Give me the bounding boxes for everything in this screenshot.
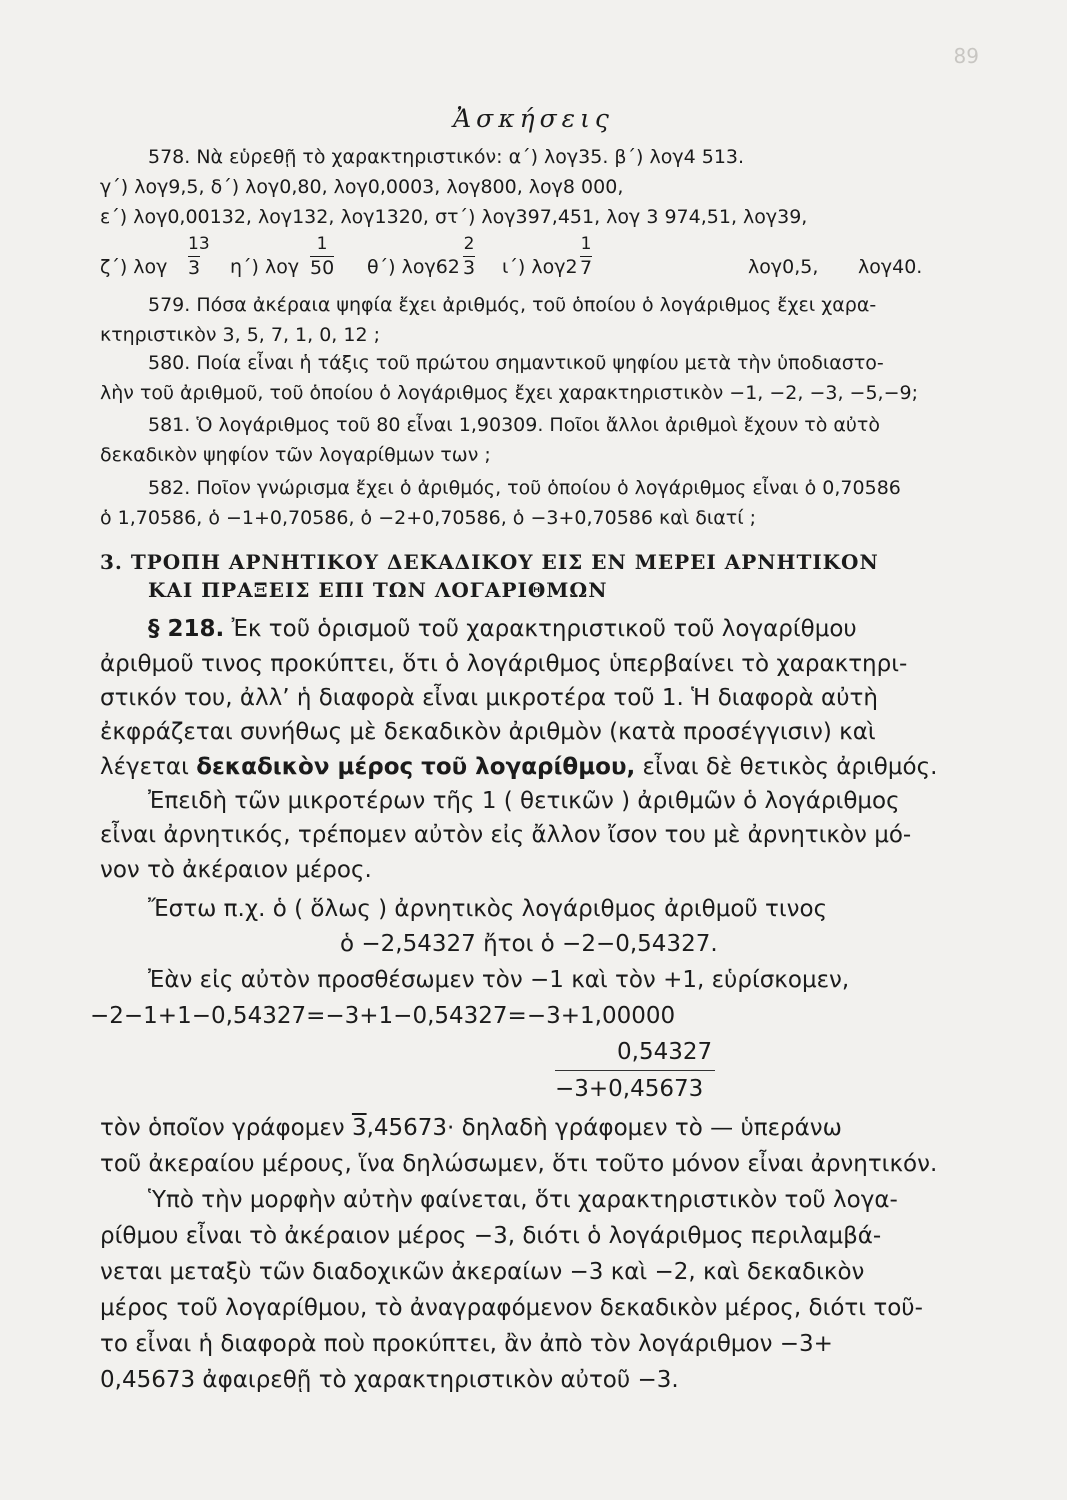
equation-result: −3+0,45673: [555, 1076, 704, 1102]
exercise-578-line2: γ΄) λογ9,5, δ΄) λογ0,80, λογ0,0003, λογ800, λογ8 000,: [100, 176, 624, 198]
body-line-16: τοῦ ἀκεραίου μέρους, ἵνα δηλώσωμεν, ὅτι τοῦτο μόνον εἶναι ἀρνητικόν.: [100, 1151, 938, 1177]
body-line-5-post: εἶναι δὲ θετικὸς ἀριθμός.: [642, 754, 938, 780]
exercise-578-line3: ε΄) λογ0,00132, λογ132, λογ1320, στ΄) λογ397,451, λογ 3 974,51, λογ39,: [100, 206, 808, 228]
paragraph-text: Ἐκ τοῦ ὁρισμοῦ τοῦ χαρακτηριστικοῦ τοῦ λογαρίθμου: [231, 616, 857, 642]
body-line-5-pre: λέγεται: [100, 754, 189, 780]
body-line-15-post: ,45673· δηλαδὴ γράφομεν τὸ — ὑπεράνω: [366, 1115, 842, 1141]
body-line-19: νεται μεταξὺ τῶν διαδοχικῶν ἀκεραίων −3 καὶ −2, καὶ δεκαδικὸν: [100, 1259, 865, 1285]
page-number: 89: [953, 44, 979, 68]
section-heading-line1: 3. ΤΡΟΠΗ ΑΡΝΗΤΙΚΟΥ ΔΕΚΑΔΙΚΟΥ ΕΙΣ ΕΝ ΜΕΡΕΙ ΑΡΝΗΤΙΚΟΝ: [100, 550, 879, 574]
paragraph-number: § 218.: [148, 616, 225, 642]
exercise-581-line2: δεκαδικὸν ψηφίον τῶν λογαρίθμων των ;: [100, 444, 491, 466]
exercise-581-line1: 581. Ὁ λογάριθμος τοῦ 80 εἶναι 1,90309. Ποῖοι ἄλλοι ἀριθμοὶ ἔχουν τὸ αὐτὸ: [148, 414, 880, 436]
body-line-20: μέρος τοῦ λογαρίθμου, τὸ ἀναγραφόμενον δεκαδικὸν μέρος, διότι τοῦ-: [100, 1295, 923, 1321]
body-line-9: Ἔστω π.χ. ὁ ( ὅλως ) ἀρνητικὸς λογάριθμος ἀριθμοῦ τινος: [148, 896, 828, 922]
exercise-579-line2: κτηριστικὸν 3, 5, 7, 1, 0, 12 ;: [100, 324, 381, 346]
body-line-17: Ὑπὸ τὴν μορφὴν αὐτὴν φαίνεται, ὅτι χαρακτηριστικὸν τοῦ λογα-: [148, 1187, 898, 1213]
body-line-3: στικόν του, ἀλλ’ ἡ διαφορὰ εἶναι μικροτέρα τοῦ 1. Ἡ διαφορὰ αὐτὴ: [100, 685, 878, 711]
fraction-13-3: $\frac{13}{3}$: [188, 234, 210, 279]
exercise-579-line1: 579. Πόσα ἀκέραια ψηφία ἔχει ἀριθμός, τοῦ ὁποίου ὁ λογάριθμος ἔχει χαρα-: [148, 294, 877, 316]
body-line-5: [100, 753, 937, 782]
fraction-1-7: $\frac{1}{7}$: [580, 234, 593, 279]
exercise-580-line1: 580. Ποία εἶναι ἡ τάξις τοῦ πρώτου σημαντικοῦ ψηφίου μετὰ τὴν ὑποδιαστο-: [148, 352, 884, 374]
fraction-1-50: $\frac{1}{50}$: [310, 234, 335, 279]
exercise-580-line2: λὴν τοῦ ἀριθμοῦ, τοῦ ὁποίου ὁ λογάριθμος ἔχει χαρακτηριστικὸν −1, −2, −3, −5,−9;: [100, 382, 918, 404]
body-line-21: το εἶναι ἡ διαφορὰ ποὺ προκύπτει, ἂν ἀπὸ τὸν λογάριθμον −3+: [100, 1331, 833, 1357]
section-heading-line2: ΚΑΙ ΠΡΑΞΕΙΣ ΕΠΙ ΤΩΝ ΛΟΓΑΡΙΘΜΩΝ: [148, 578, 608, 602]
body-line-7: εἶναι ἀρνητικός, τρέπομεν αὐτὸν εἰς ἄλλον ἴσον του μὲ ἀρνητικὸν μό-: [100, 822, 912, 848]
fraction-2-3: $\frac{2}{3}$: [463, 234, 476, 279]
defined-term: δεκαδικὸν μέρος τοῦ λογαρίθμου,: [196, 754, 636, 780]
body-line-6: Ἐπειδὴ τῶν μικροτέρων τῆς 1 ( θετικῶν ) ἀριθμῶν ὁ λογάριθμος: [148, 788, 900, 814]
th-label: θ΄) λογ62: [367, 256, 460, 278]
exercise-578-line1: 578. Νὰ εὑρεθῇ τὸ χαρακτηριστικόν: α΄) λογ35. β΄) λογ4 513.: [148, 146, 745, 168]
negative-characteristic: 3: [351, 1115, 367, 1141]
h-label: η΄) λογ: [230, 256, 300, 278]
body-line-8: νον τὸ ἀκέραιον μέρος.: [100, 857, 372, 883]
log-40: λογ40.: [858, 256, 923, 278]
body-line-10: ὁ −2,54327 ἤτοι ὁ −2−0,54327.: [340, 931, 718, 957]
equation-line-2: 0,54327: [617, 1039, 713, 1065]
subtraction-rule: [555, 1070, 715, 1071]
body-line-15: [100, 1114, 842, 1143]
body-line-22: 0,45673 ἀφαιρεθῇ τὸ χαρακτηριστικὸν αὐτοῦ −3.: [100, 1367, 679, 1393]
exercise-582-line1: 582. Ποῖον γνώρισμα ἔχει ὁ ἀριθμός, τοῦ ὁποίου ὁ λογάριθμος εἶναι ὁ 0,70586: [148, 477, 901, 499]
paragraph-218-first-line: [148, 615, 857, 644]
body-line-11: Ἐὰν εἰς αὐτὸν προσθέσωμεν τὸν −1 καὶ τὸν +1, εὑρίσκομεν,: [148, 967, 850, 993]
z-label: ζ΄) λογ: [100, 256, 168, 278]
i-label: ι΄) λογ2: [502, 256, 578, 278]
exercise-582-line2: ὁ 1,70586, ὁ −1+0,70586, ὁ −2+0,70586, ὁ −3+0,70586 καὶ διατί ;: [100, 507, 757, 529]
body-line-2: ἀριθμοῦ τινος προκύπτει, ὅτι ὁ λογάριθμος ὑπερβαίνει τὸ χαρακτηρι-: [100, 651, 908, 677]
body-line-18: ρίθμου εἶναι τὸ ἀκέραιον μέρος −3, διότι ὁ λογάριθμος περιλαμβά-: [100, 1223, 882, 1249]
equation-line-1: −2−1+1−0,54327=−3+1−0,54327=−3+1,00000: [90, 1003, 676, 1029]
log-0-5: λογ0,5,: [748, 256, 819, 278]
exercises-title: Ἀσκήσεις: [453, 104, 614, 133]
body-line-15-pre: τὸν ὁποῖον γράφομεν: [100, 1115, 345, 1141]
body-line-4: ἐκφράζεται συνήθως μὲ δεκαδικὸν ἀριθμὸν (κατὰ προσέγγισιν) καὶ: [100, 719, 876, 745]
